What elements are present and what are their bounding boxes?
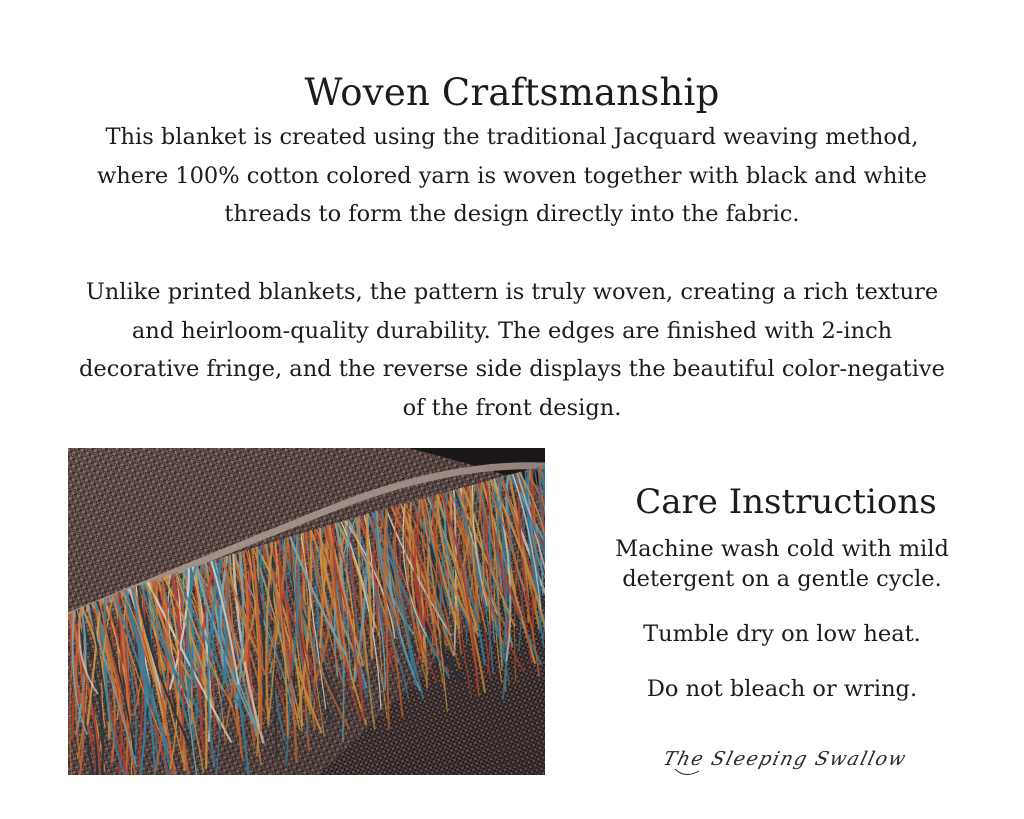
photo-shading: [68, 448, 545, 775]
signature-text: The Sleeping Swallow: [660, 747, 910, 770]
care-item-bleach: Do not bleach or wring.: [646, 676, 918, 702]
care-instructions-heading: Care Instructions: [635, 482, 937, 523]
intro-paragraph-2: Unlike printed blankets, the pattern is truly woven, creating a rich texture and heirloom-quality durability. The edges are finished with 2-inch decorative fringe, and the reverse side displays the beautiful color-negative of the front design.: [79, 279, 945, 421]
brand-signature: [655, 735, 915, 781]
care-item-wash: Machine wash cold with mild detergent on a gentle cycle.: [615, 536, 949, 592]
blanket-fringe-illustration: [68, 448, 545, 775]
intro-paragraph-1: This blanket is created using the traditional Jacquard weaving method, where 100% cotton colored yarn is woven together with black and white threads to form the design directly into the fabric.: [97, 124, 927, 227]
page-title: Woven Craftsmanship: [304, 70, 720, 114]
care-item-dry: Tumble dry on low heat.: [643, 621, 921, 647]
blanket-fringe-photo: [68, 448, 545, 775]
